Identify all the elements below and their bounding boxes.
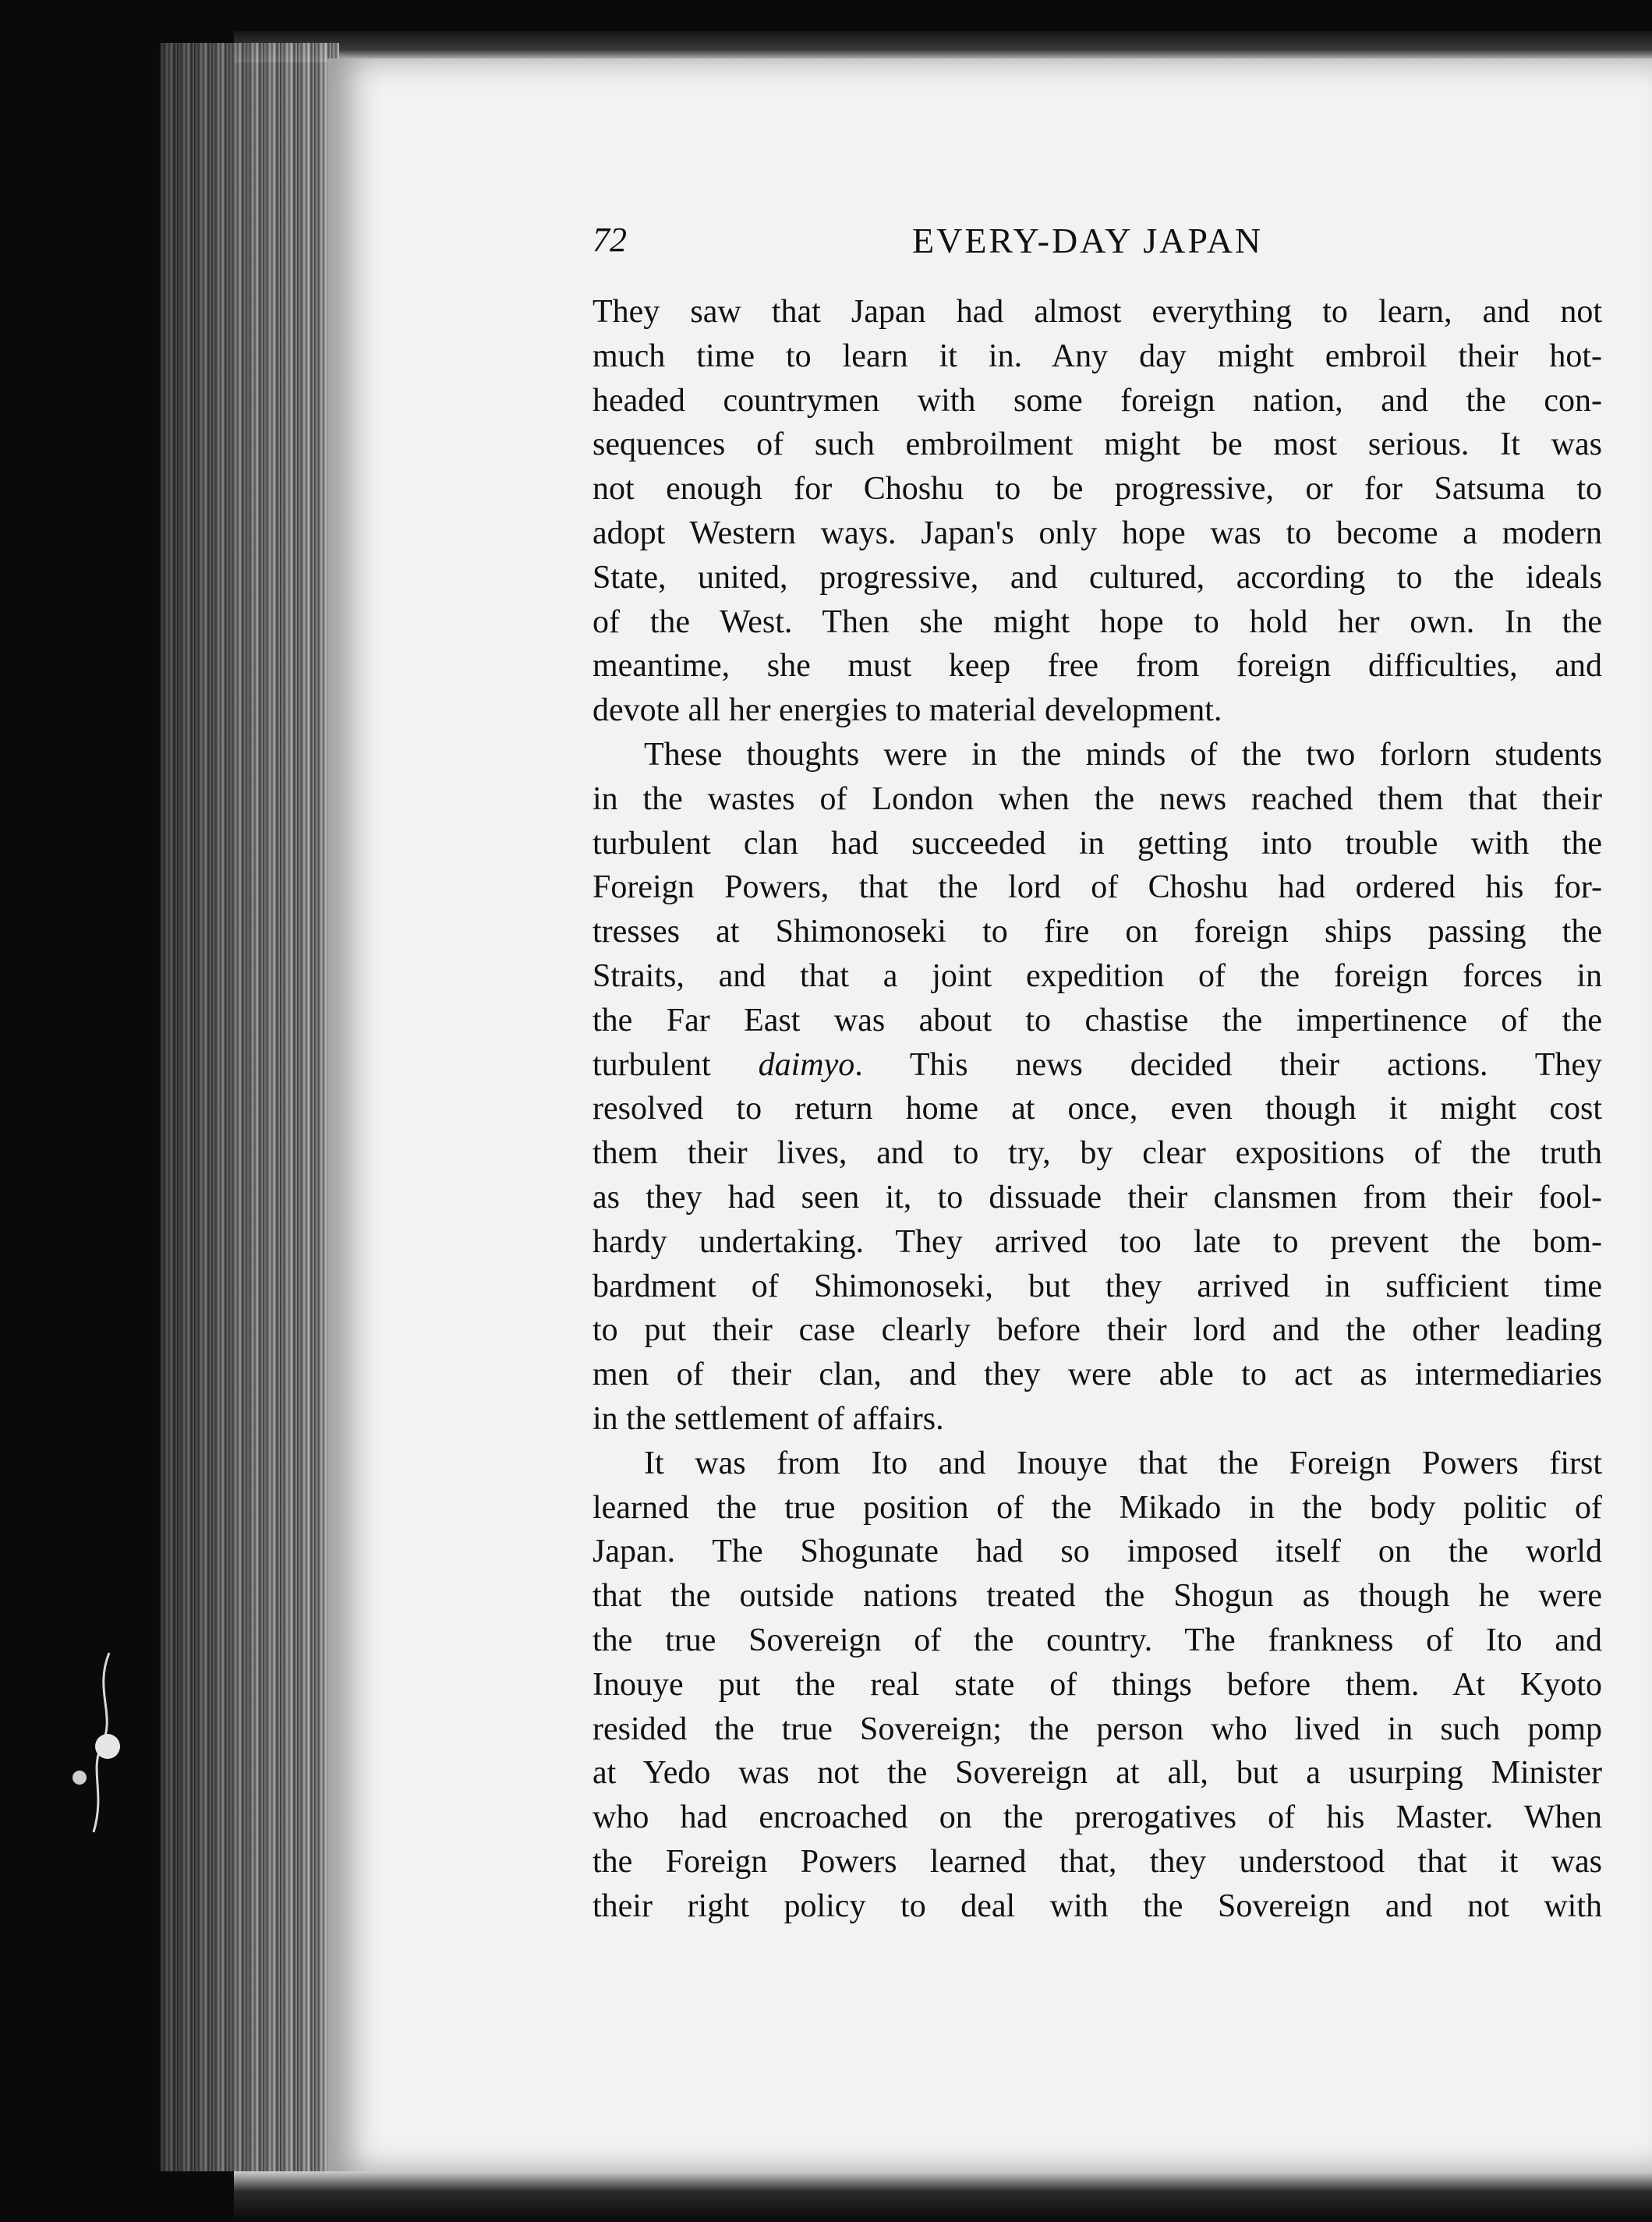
page-edges-shadow bbox=[160, 43, 339, 2171]
text-line: hardy undertaking. They arrived too late to prevent the bom- bbox=[593, 1223, 1602, 1260]
running-head bbox=[593, 220, 1606, 267]
text-line: in the settlement of affairs. bbox=[593, 1400, 944, 1437]
text-line: Japan. The Shogunate had so imposed itself on the world bbox=[593, 1534, 1602, 1570]
text-line: resided the true Sovereign; the person who lived in such pomp bbox=[593, 1711, 1602, 1747]
text-line: Inouye put the real state of things before them. At Kyoto bbox=[593, 1666, 1602, 1703]
text-line: Foreign Powers, that the lord of Choshu had ordered his for- bbox=[593, 869, 1602, 906]
text-line: devote all her energies to material development. bbox=[593, 692, 1222, 729]
text-line: the Far East was about to chastise the impertinence of the bbox=[593, 1002, 1602, 1038]
running-title: EVERY-DAY JAPAN bbox=[912, 221, 1264, 260]
text-line: resolved to return home at once, even though it might cost bbox=[593, 1091, 1602, 1127]
text-line: not enough for Choshu to be progressive, or for Satsuma to bbox=[593, 471, 1602, 508]
text-line: as they had seen it, to dissuade their clansmen from their fool- bbox=[593, 1179, 1602, 1215]
text-line: meantime, she must keep free from foreign difficulties, and bbox=[593, 648, 1602, 685]
page-top-edge bbox=[234, 31, 1652, 62]
text-line: headed countrymen with some foreign nation, and the con- bbox=[593, 382, 1602, 419]
text-line: the true Sovereign of the country. The frankness of Ito and bbox=[593, 1622, 1602, 1658]
text-line: It was from Ito and Inouye that the Foreign Powers first bbox=[644, 1445, 1602, 1481]
text-line: sequences of such embroilment might be most serious. It was bbox=[593, 426, 1602, 463]
body-text bbox=[593, 290, 1602, 1928]
page-number: 72 bbox=[593, 221, 627, 259]
text-line: much time to learn it in. Any day might embroil their hot- bbox=[593, 338, 1602, 374]
text-line: that the outside nations treated the Shogun as though he were bbox=[593, 1578, 1602, 1615]
text-line: State, united, progressive, and cultured, according to the ideals bbox=[593, 559, 1602, 596]
text-line: tresses at Shimonoseki to fire on foreign ships passing the bbox=[593, 914, 1602, 950]
text-line: turbulent daimyo. This news decided their actions. They bbox=[593, 1046, 1603, 1083]
text-line: These thoughts were in the minds of the two forlorn students bbox=[644, 736, 1602, 773]
text-line: men of their clan, and they were able to act as intermediaries bbox=[593, 1357, 1602, 1393]
text-line: in the wastes of London when the news reached them that their bbox=[593, 780, 1602, 817]
text-line: the Foreign Powers learned that, they understood that it was bbox=[593, 1843, 1602, 1880]
text-line: who had encroached on the prerogatives of his Master. When bbox=[593, 1799, 1602, 1836]
binding-speck-icon bbox=[62, 1645, 148, 1848]
text-line: learned the true position of the Mikado in the body politic of bbox=[593, 1489, 1602, 1526]
text-line: Straits, and that a joint expedition of the foreign forces in bbox=[593, 957, 1602, 994]
italic-word: daimyo bbox=[758, 1046, 855, 1083]
text-line: at Yedo was not the Sovereign at all, but a usurping Minister bbox=[593, 1755, 1602, 1792]
text-line: turbulent clan had succeeded in getting into trouble with the bbox=[593, 825, 1602, 862]
text-line: them their lives, and to try, by clear expositions of the truth bbox=[593, 1135, 1602, 1172]
page-bottom-edge bbox=[234, 2171, 1652, 2222]
text-line: They saw that Japan had almost everything to learn, and not bbox=[593, 294, 1602, 330]
text-line: their right policy to deal with the Sovereign and not with bbox=[593, 1888, 1602, 1924]
text-line: adopt Western ways. Japan's only hope was to become a modern bbox=[593, 515, 1602, 551]
text-line: bardment of Shimonoseki, but they arrived in sufficient time bbox=[593, 1268, 1602, 1304]
text-line: of the West. Then she might hope to hold her own. In the bbox=[593, 603, 1602, 640]
text-line: to put their case clearly before their lord and the other leading bbox=[593, 1312, 1602, 1349]
